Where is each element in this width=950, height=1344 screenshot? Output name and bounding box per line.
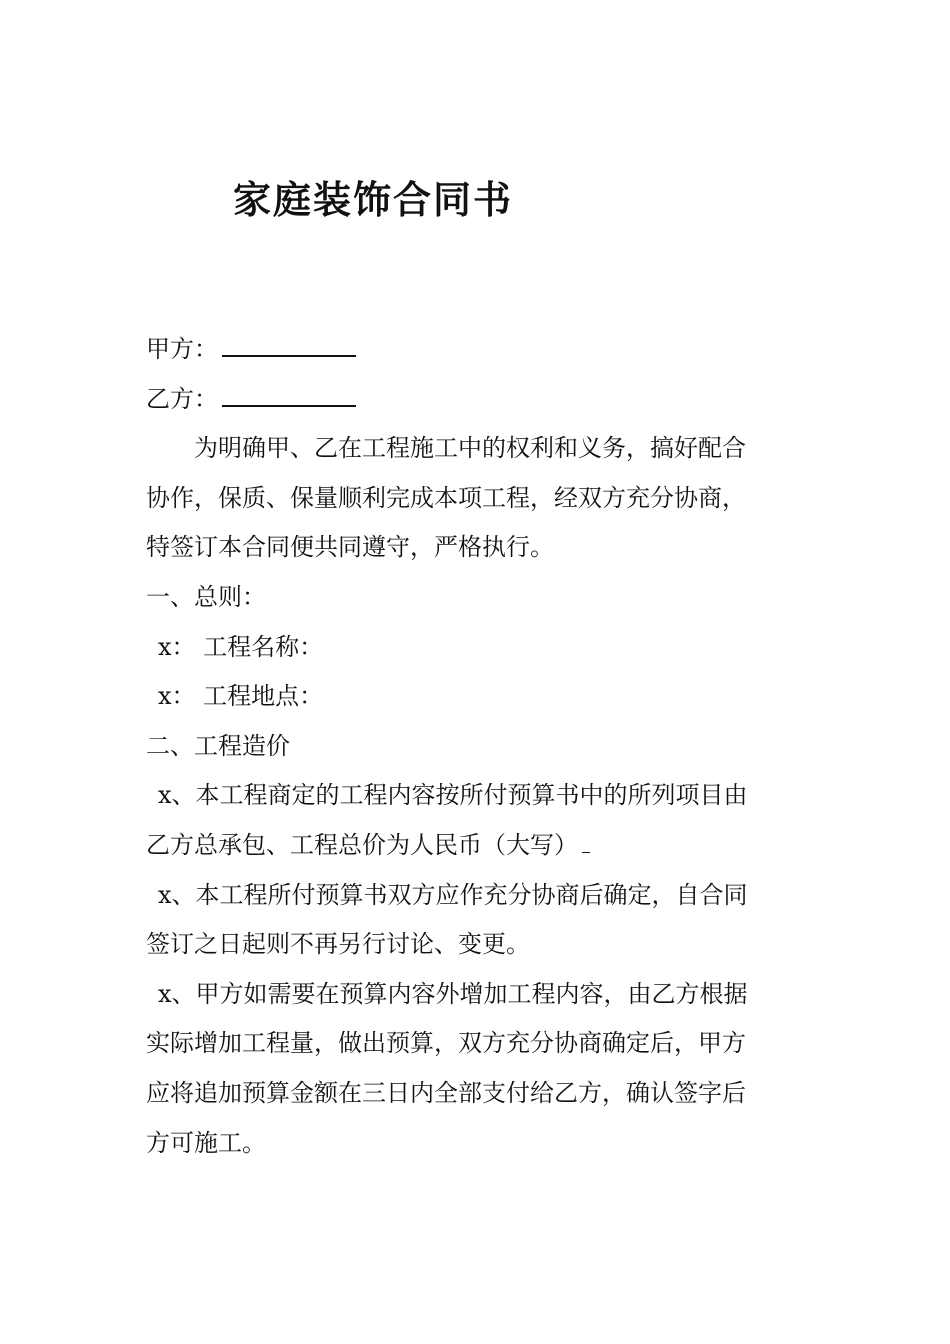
intro-text-1: 为明确甲、乙在工程施工中的权利和义务，搞好配合 <box>194 434 746 463</box>
party-b-blank <box>222 385 356 407</box>
clause-2-line-1 <box>146 871 806 921</box>
intro-line-3: 特签订本合同便共同遵守，严格执行。 <box>146 533 554 562</box>
contract-body <box>146 325 806 1168</box>
clause-3-text-1: x、甲方如需要在预算内容外增加工程内容，由乙方根据 <box>158 979 748 1008</box>
section-2-heading: 二、工程造价 <box>146 731 290 760</box>
clause-2-line-2: 签订之日起则不再另行讨论、变更。 <box>146 930 530 959</box>
section-1-heading: 一、总则： <box>146 582 266 611</box>
clause-1-line-1 <box>146 771 806 821</box>
party-a-label: 甲方： <box>146 335 218 363</box>
clause-2-text-1: x、本工程所付预算书双方应作充分协商后确定，自合同 <box>158 880 748 909</box>
party-b-label: 乙方： <box>146 384 218 413</box>
section-1-item-project-location <box>146 672 806 722</box>
clause-3-line-3: 应将追加预算金额在三日内全部支付给乙方，确认签字后 <box>146 1078 746 1107</box>
clause-3-line-4: 方可施工。 <box>146 1128 266 1157</box>
intro-line-1 <box>146 424 806 474</box>
clause-1-line-2 <box>146 821 806 871</box>
section-1-item-project-name <box>146 623 806 673</box>
party-b-line <box>146 375 806 425</box>
clause-3-line-1 <box>146 970 806 1020</box>
amount-blank <box>582 834 590 853</box>
item-project-location-text: x： 工程地点： <box>158 682 324 711</box>
document-title: 家庭装饰合同书 <box>233 177 514 222</box>
clause-1-text-2: 乙方总承包、工程总价为人民币（大写） <box>146 830 578 859</box>
party-a-line <box>146 325 806 375</box>
party-a-blank <box>222 335 356 357</box>
item-project-name-text: x： 工程名称： <box>158 632 324 661</box>
clause-1-text-1: x、本工程商定的工程内容按所付预算书中的所列项目由 <box>158 781 748 810</box>
clause-3-line-2: 实际增加工程量，做出预算，双方充分协商确定后，甲方 <box>146 1029 746 1058</box>
intro-line-2: 协作，保质、保量顺利完成本项工程，经双方充分协商， <box>146 483 746 512</box>
